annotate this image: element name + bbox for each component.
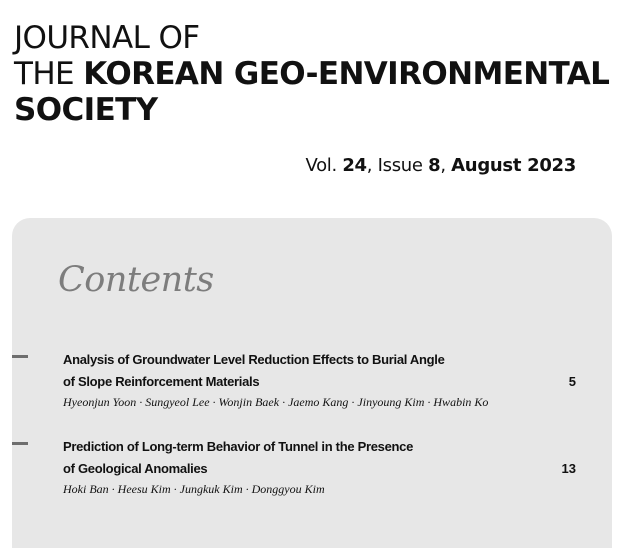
article-title[interactable] <box>63 436 533 480</box>
dash-bullet-icon <box>12 355 28 358</box>
journal-title-line-3: SOCIETY <box>14 92 158 128</box>
dash-bullet-icon <box>12 442 28 445</box>
issue-info <box>305 154 576 178</box>
issue-label: , Issue <box>366 155 429 176</box>
journal-title <box>14 20 614 128</box>
article-title-line: Analysis of Groundwater Level Reduction Effects to Burial Angle <box>63 352 445 367</box>
article-title[interactable] <box>63 349 533 393</box>
issue-date: August 2023 <box>451 155 576 176</box>
issue-separator: , <box>440 155 452 176</box>
volume-number: 24 <box>342 155 367 176</box>
contents-panel <box>12 218 612 548</box>
article-authors: Hyeonjun Yoon · Sungyeol Lee · Wonjin Baek · Jaemo Kang · Jinyoung Kim · Hwabin Ko <box>63 395 489 409</box>
journal-title-prefix: THE <box>14 56 84 92</box>
page-number[interactable]: 13 <box>561 461 576 476</box>
journal-title-line-1: JOURNAL OF <box>14 20 200 56</box>
journal-title-society-name: KOREAN GEO-ENVIRONMENTAL <box>83 56 610 92</box>
article-authors: Hoki Ban · Heesu Kim · Jungkuk Kim · Donggyou Kim <box>63 482 325 496</box>
contents-heading: Contents <box>58 260 214 300</box>
article-title-line: of Geological Anomalies <box>63 461 208 476</box>
article-title-line: Prediction of Long-term Behavior of Tunnel in the Presence <box>63 439 414 454</box>
page-number[interactable]: 5 <box>568 374 576 389</box>
volume-label: Vol. <box>305 155 343 176</box>
article-title-line: of Slope Reinforcement Materials <box>63 374 260 389</box>
issue-number: 8 <box>428 155 441 176</box>
journal-title-line-2 <box>14 56 614 92</box>
